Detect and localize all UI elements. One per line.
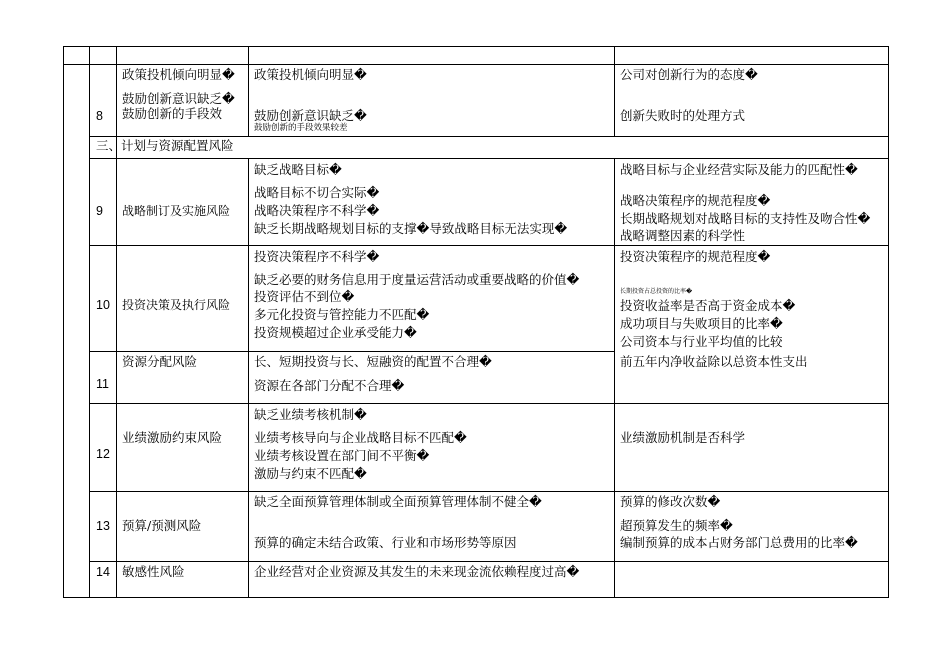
factor-line: 缺乏战略目标� — [254, 162, 342, 177]
factor-line: 投资评估不到位� — [254, 289, 355, 304]
indicator-line: 战略调整因素的科学性 — [620, 228, 746, 243]
row-sep-13 — [89, 561, 889, 562]
risk-line: 鼓励创新的手段效 — [122, 106, 223, 121]
risk-line: 业绩激励约束风险 — [122, 430, 223, 445]
col-line-indicator-left — [614, 46, 615, 136]
indicator-line-small: 长期投资占总投资的比率� — [620, 288, 693, 295]
col-line-factor-left-2 — [248, 158, 249, 598]
risk-line: 预算/预测风险 — [122, 518, 202, 533]
table-top-border-right — [614, 46, 889, 47]
factor-line: 战略决策程序不科学� — [254, 203, 380, 218]
risk-line: 鼓励创新意识缺乏� — [122, 91, 235, 106]
row-sep-section3 — [89, 158, 889, 159]
indicator-line: 长期战略规划对战略目标的支持性及吻合性� — [620, 211, 871, 226]
risk-line: 政策投机倾向明显� — [122, 67, 235, 82]
indicator-line: 编制预算的成本占财务部门总费用的比率� — [620, 535, 858, 550]
indicator-line: 投资收益率是否高于资金成本� — [620, 298, 796, 313]
factor-line: 资源在各部门分配不合理� — [254, 378, 405, 393]
header-bottom-line — [63, 64, 889, 65]
row-sep-10 — [89, 351, 615, 352]
row-number: 10 — [96, 298, 110, 312]
indicator-line: 业绩激励机制是否科学 — [620, 430, 746, 445]
row-sep-9 — [89, 245, 615, 246]
row-number: 14 — [96, 565, 110, 579]
factor-line: 投资规模超过企业承受能力� — [254, 325, 417, 340]
section-heading: 三、计划与资源配置风险 — [96, 138, 234, 153]
indicator-line: 战略决策程序的规范程度� — [620, 193, 771, 208]
col-line-right — [888, 46, 889, 598]
factor-line: 企业经营对企业资源及其发生的未来现金流依赖程度过高� — [254, 564, 580, 579]
factor-line: 业绩考核设置在部门间不平衡� — [254, 448, 430, 463]
factor-line: 缺乏业绩考核机制� — [254, 407, 367, 422]
row-number: 9 — [96, 204, 103, 218]
factor-line: 政策投机倾向明显� — [254, 67, 367, 82]
risk-line: 敏感性风险 — [122, 564, 185, 579]
factor-line: 缺乏全面预算管理体制或全面预算管理体制不健全� — [254, 494, 542, 509]
factor-line: 长、短期投资与长、短融资的配置不合理� — [254, 354, 492, 369]
risk-line: 战略制订及实施风险 — [122, 204, 231, 218]
indicator-line: 公司资本与行业平均值的比较 — [620, 334, 783, 349]
risk-line: 投资决策及执行风险 — [122, 298, 231, 312]
indicator-line: 公司对创新行为的态度� — [620, 67, 758, 82]
row-number: 8 — [96, 109, 103, 123]
col-line-indicator-left-2 — [614, 158, 615, 598]
factor-line: 多元化投资与管控能力不匹配� — [254, 307, 430, 322]
indicator-line: 预算的修改次数� — [620, 494, 721, 509]
factor-line: 预算的确定未结合政策、行业和市场形势等原因 — [254, 535, 517, 550]
row-number: 13 — [96, 519, 110, 533]
risk-line: 资源分配风险 — [122, 354, 198, 369]
factor-line: 战略目标不切合实际� — [254, 185, 380, 200]
indicator-line: 战略目标与企业经营实际及能力的匹配性� — [620, 162, 858, 177]
row-sep-11 — [89, 403, 889, 404]
factor-line: 投资决策程序不科学� — [254, 249, 380, 264]
indicator-line: 超预算发生的频率� — [620, 518, 733, 533]
table-top-border — [63, 46, 614, 47]
factor-line-small: 鼓励创新的手段效果较差 — [254, 123, 348, 133]
col-line-factor-left — [248, 46, 249, 136]
factor-line: 鼓励创新意识缺乏� — [254, 108, 367, 123]
indicator-line: 前五年内净收益除以总资本性支出 — [620, 354, 808, 369]
table-bottom-line — [63, 597, 889, 598]
row-sep-8 — [89, 136, 889, 137]
col-line-num-left — [89, 46, 90, 598]
factor-line: 缺乏必要的财务信息用于度量运营活动或重要战略的价值� — [254, 272, 580, 287]
indicator-line: 成功项目与失败项目的比率� — [620, 316, 783, 331]
row-number: 11 — [96, 377, 109, 391]
factor-line: 激励与约束不匹配� — [254, 466, 367, 481]
row-sep-9-right — [614, 245, 889, 246]
col-line-outer-left — [63, 46, 64, 598]
indicator-line: 创新失败时的处理方式 — [620, 108, 746, 123]
factor-line: 业绩考核导向与企业战略目标不匹配� — [254, 430, 467, 445]
indicator-line: 投资决策程序的规范程度� — [620, 249, 771, 264]
factor-line: 缺乏长期战略规划目标的支撑�导致战略目标无法实现� — [254, 221, 568, 236]
row-sep-12 — [89, 491, 889, 492]
col-line-risk-left — [116, 46, 117, 598]
row-number: 12 — [96, 447, 110, 461]
